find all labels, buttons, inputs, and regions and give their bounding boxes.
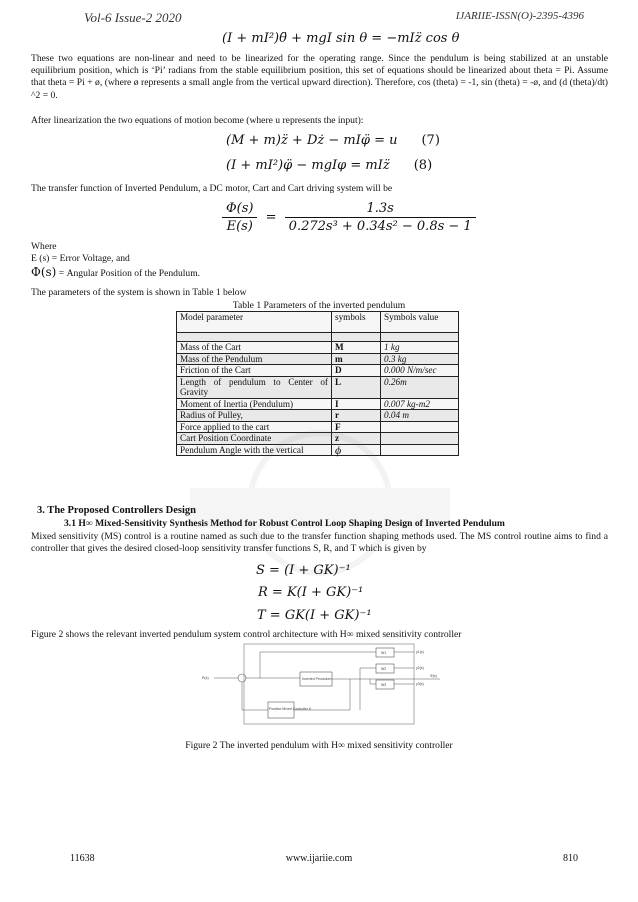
figure-intro: Figure 2 shows the relevant inverted pendulum system control architecture with H∞ mixed sensitivity controller <box>31 629 462 640</box>
lhs-denominator: E(s) <box>226 219 253 234</box>
reference-input-label: R(s) <box>202 676 209 680</box>
param-symbol: L <box>332 376 381 398</box>
footer-paper-id: 11638 <box>70 853 95 864</box>
equation-top: (I + mI²)θ̈ + mgI sin θ = −mIz̈ cos θ <box>222 31 460 46</box>
subsection-heading: 3.1 H∞ Mixed-Sensitivity Synthesis Method for Robust Control Loop Shaping Design of Inverted Pendulum <box>64 518 505 529</box>
table-row <box>177 376 459 398</box>
param-value: 1 kg <box>381 342 459 354</box>
param-name: Length of pendulum to Center of Gravity <box>177 376 332 398</box>
table-row <box>177 410 459 422</box>
param-name: Moment of Inertia (Pendulum) <box>177 398 332 410</box>
param-symbol: m <box>332 353 381 365</box>
equation-T: T = GK(I + GK)⁻¹ <box>257 608 372 623</box>
transfer-function-rhs <box>285 201 476 234</box>
table-header-cell: symbols <box>332 312 381 333</box>
summing-junction <box>238 674 246 682</box>
transfer-function-lhs <box>222 201 257 234</box>
phi-description: = Angular Position of the Pendulum. <box>58 268 201 279</box>
param-symbol: F <box>332 421 381 433</box>
table-header-cell: Model parameter <box>177 312 332 333</box>
param-symbol: z <box>332 433 381 445</box>
y1-label: y1(s) <box>416 650 424 654</box>
table-row <box>177 398 459 410</box>
equation-8-expr: (I + mI²)φ̈ − mgIφ = mIz̈ <box>226 158 390 173</box>
controller-label: Positive-Mixed Controller K <box>269 707 312 711</box>
table-row <box>177 342 459 354</box>
control-architecture-diagram <box>200 640 450 730</box>
journal-volume: Vol-6 Issue-2 2020 <box>84 10 182 25</box>
transfer-function: $\frac{\Phi(s)}{E(s)}$ = $\frac{1.3s}{\text{0.272s³ + 0.34s² − 0.8s − 1}}$ <box>222 201 476 234</box>
figure-caption: Figure 2 The inverted pendulum with H∞ mixed sensitivity controller <box>185 740 453 751</box>
equation-7-number: (7) <box>421 133 440 148</box>
where-angular-position <box>31 266 200 280</box>
param-name: Mass of the Pendulum <box>177 353 332 365</box>
section-heading: 3. The Proposed Controllers Design <box>37 505 196 516</box>
param-symbol: ϕ <box>332 444 381 456</box>
paragraph-mixed-sensitivity: Mixed sensitivity (MS) control is a routine named as such due to the transfer function shaping methods used. The MS control routine aims to find a controller that gives the desired closed-loop sensitivity transfer functions S, R, and T which is given by <box>31 531 608 555</box>
where-label: Where <box>31 241 57 252</box>
equation-R: R = K(I + GK)⁻¹ <box>258 585 364 600</box>
param-name: Pendulum Angle with the vertical <box>177 444 332 456</box>
y2-label: y2(s) <box>416 666 424 670</box>
param-symbol: r <box>332 410 381 422</box>
param-value: 0.000 N/m/sec <box>381 365 459 377</box>
paragraph-linearization: These two equations are non-linear and need to be linearized for the operating range. Since the pendulum is being stabilized at an unstable equilibrium position, which is ‘Pi’ radians from the stable equilibrium position, this set of equations should be linearized about theta = Pi. Assume that theta = Pi + ø, (where ø represents a small angle from the vertical upward direction). Therefore, cos (theta) = -1, sin (theta) = -ø, and (d (theta)/dt) ^2 = 0. <box>31 53 608 101</box>
journal-issn: IJARIIE-ISSN(O)-2395-4396 <box>455 10 584 22</box>
equation-7 <box>226 133 440 148</box>
w2-label: W2 <box>381 667 387 671</box>
param-name: Cart Position Coordinate <box>177 433 332 445</box>
param-value: 0.26m <box>381 376 459 398</box>
param-name: Force applied to the cart <box>177 421 332 433</box>
table-spacer-row <box>177 333 459 342</box>
transfer-function-intro: The transfer function of Inverted Pendulum, a DC motor, Cart and Cart driving system will be <box>31 183 393 194</box>
rhs-denominator: 0.272s³ + 0.34s² − 0.8s − 1 <box>288 219 472 234</box>
w3-label: W3 <box>381 683 387 687</box>
param-name: Friction of the Cart <box>177 365 332 377</box>
where-error-voltage: E (s) = Error Voltage, and <box>31 253 130 264</box>
y3-label: y3(s) <box>416 682 424 686</box>
rhs-numerator: 1.3s <box>285 201 476 218</box>
equation-S: S = (I + GK)⁻¹ <box>256 563 351 578</box>
footer-website-link[interactable]: www.ijariie.com <box>285 853 353 864</box>
param-symbol: D <box>332 365 381 377</box>
w1-label: W1 <box>381 651 387 655</box>
param-value: 0.04 m <box>381 410 459 422</box>
footer-page-number: 810 <box>563 853 578 864</box>
table-row <box>177 353 459 365</box>
param-value: 0.007 kg-m2 <box>381 398 459 410</box>
equation-8 <box>226 158 432 173</box>
plant-label: Inverted Pendulum <box>302 677 332 681</box>
param-value: 0.3 kg <box>381 353 459 365</box>
equation-7-expr: (M + m)z̈ + Dż − mIφ̈ = u <box>226 133 398 148</box>
table-caption: Table 1 Parameters of the inverted pendulum <box>232 300 406 311</box>
table-intro: The parameters of the system is shown in Table 1 below <box>31 287 247 298</box>
lhs-numerator: Φ(s) <box>222 201 257 218</box>
table-row <box>177 365 459 377</box>
param-name: Mass of the Cart <box>177 342 332 354</box>
table-header-cell: Symbols value <box>381 312 459 333</box>
phi-symbol: Φ(s) <box>31 265 57 279</box>
output-label: Φ(s) <box>430 674 437 678</box>
param-symbol: I <box>332 398 381 410</box>
journal-watermark-logo <box>150 428 490 578</box>
param-symbol: M <box>332 342 381 354</box>
param-name: Radius of Pulley, <box>177 410 332 422</box>
table-header-row <box>177 312 459 333</box>
paragraph-after-linearization: After linearization the two equations of motion become (where u represents the input): <box>31 115 364 126</box>
equation-8-number: (8) <box>413 158 433 173</box>
